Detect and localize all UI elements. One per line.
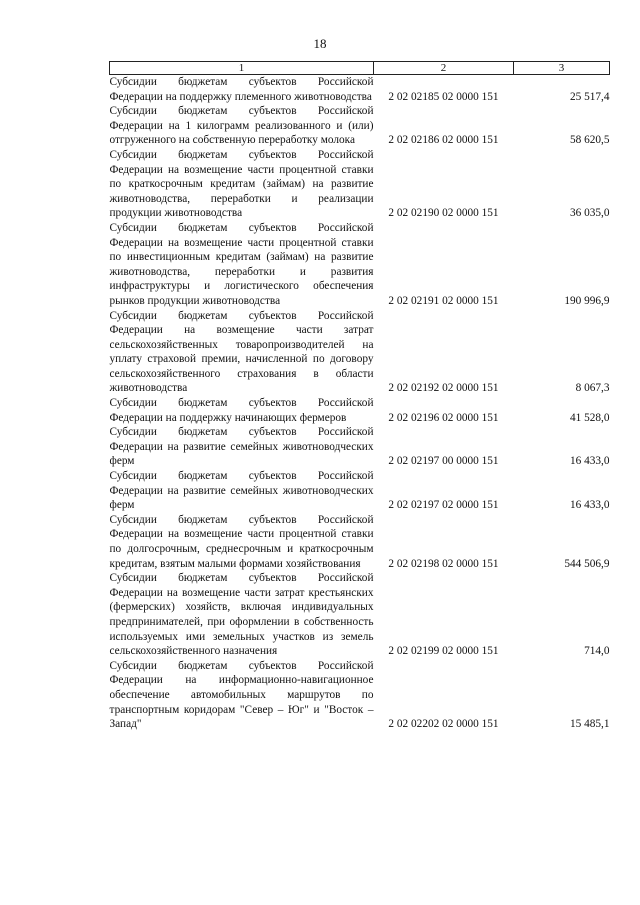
row-code: 2 02 02196 02 0000 151	[388, 411, 499, 424]
table-row	[110, 396, 610, 425]
row-description: Субсидии бюджетам субъектов Российской Федерации на возмещение части процентной ставки по инвестиционным кредитам (займам) на развитие животноводства, переработки и развития инфраструктуры и логистического обеспечения рынков продукции животноводства	[109, 221, 374, 307]
table-header	[110, 62, 610, 75]
row-description: Субсидии бюджетам субъектов Российской Федерации на развитие семейных животноводческих ферм	[109, 470, 374, 512]
row-amount: 8 067,3	[575, 382, 610, 395]
table-row	[110, 148, 610, 221]
row-description: Субсидии бюджетам субъектов Российской Федерации на поддержку начинающих фермеров	[109, 397, 374, 424]
table-row	[110, 221, 610, 309]
row-description: Субсидии бюджетам субъектов Российской Федерации на возмещение части затрат крестьянских (фермерских) хозяйств, включая индивидуальных предпринимателей, при оформлении в собственность используемых ими земельных участков из земель сельскохозяйственного назначения	[109, 572, 374, 658]
table-row	[110, 425, 610, 469]
row-amount: 16 433,0	[569, 455, 610, 468]
row-description: Субсидии бюджетам субъектов Российской Федерации на информационно-навигационное обеспечение автомобильных маршрутов по транспортным коридорам "Север – Юг" и "Восток – Запад"	[109, 659, 374, 731]
row-code: 2 02 02197 02 0000 151	[388, 499, 499, 512]
row-amount: 714,0	[584, 645, 610, 658]
row-description: Субсидии бюджетам субъектов Российской Федерации на 1 килограмм реализованного и (или) отгруженного на собственную переработку молока	[109, 105, 374, 147]
row-amount: 36 035,0	[569, 207, 610, 220]
row-description: Субсидии бюджетам субъектов Российской Федерации на развитие семейных животноводческих ферм	[109, 426, 374, 468]
table-row	[110, 309, 610, 397]
row-amount: 58 620,5	[569, 134, 610, 147]
row-amount: 544 506,9	[564, 557, 610, 570]
row-code: 2 02 02191 02 0000 151	[388, 294, 499, 307]
row-code: 2 02 02199 02 0000 151	[388, 645, 499, 658]
budget-table	[109, 61, 610, 732]
row-amount: 25 517,4	[569, 90, 610, 103]
row-description: Субсидии бюджетам субъектов Российской Федерации на возмещение части процентной ставки по краткосрочным кредитам (займам) на развитие животноводства, переработки и реализации продукции животноводства	[109, 148, 374, 220]
row-amount: 41 528,0	[569, 411, 610, 424]
row-description: Субсидии бюджетам субъектов Российской Федерации на возмещение части процентной ставки по долгосрочным, среднесрочным и краткосрочным кредитам, взятым малыми формами хозяйствования	[109, 513, 374, 570]
row-code: 2 02 02192 02 0000 151	[388, 382, 499, 395]
row-amount: 16 433,0	[569, 499, 610, 512]
row-code: 2 02 02186 02 0000 151	[388, 134, 499, 147]
table-row	[110, 104, 610, 148]
table-row	[110, 659, 610, 732]
header-col-3: 3	[514, 62, 610, 75]
page-number: 18	[313, 36, 327, 51]
table-row	[110, 513, 610, 571]
header-col-2: 2	[374, 62, 514, 75]
table-row	[110, 571, 610, 659]
row-code: 2 02 02197 00 0000 151	[388, 455, 499, 468]
table-body	[110, 75, 610, 732]
row-code: 2 02 02202 02 0000 151	[388, 718, 499, 731]
header-col-1: 1	[110, 62, 374, 75]
row-amount: 190 996,9	[564, 294, 610, 307]
row-amount: 15 485,1	[569, 718, 610, 731]
table-row	[110, 469, 610, 513]
row-code: 2 02 02198 02 0000 151	[388, 557, 499, 570]
row-description: Субсидии бюджетам субъектов Российской Федерации на возмещение части затрат сельскохозяйственных товаропроизводителей на уплату страховой премии, начисленной по договору сельскохозяйственного страхования в области животноводства	[109, 309, 374, 395]
table-row	[110, 75, 610, 105]
header-row	[110, 62, 610, 75]
row-code: 2 02 02185 02 0000 151	[388, 90, 499, 103]
row-description: Субсидии бюджетам субъектов Российской Федерации на поддержку племенного животноводства	[109, 76, 374, 103]
row-code: 2 02 02190 02 0000 151	[388, 207, 499, 220]
